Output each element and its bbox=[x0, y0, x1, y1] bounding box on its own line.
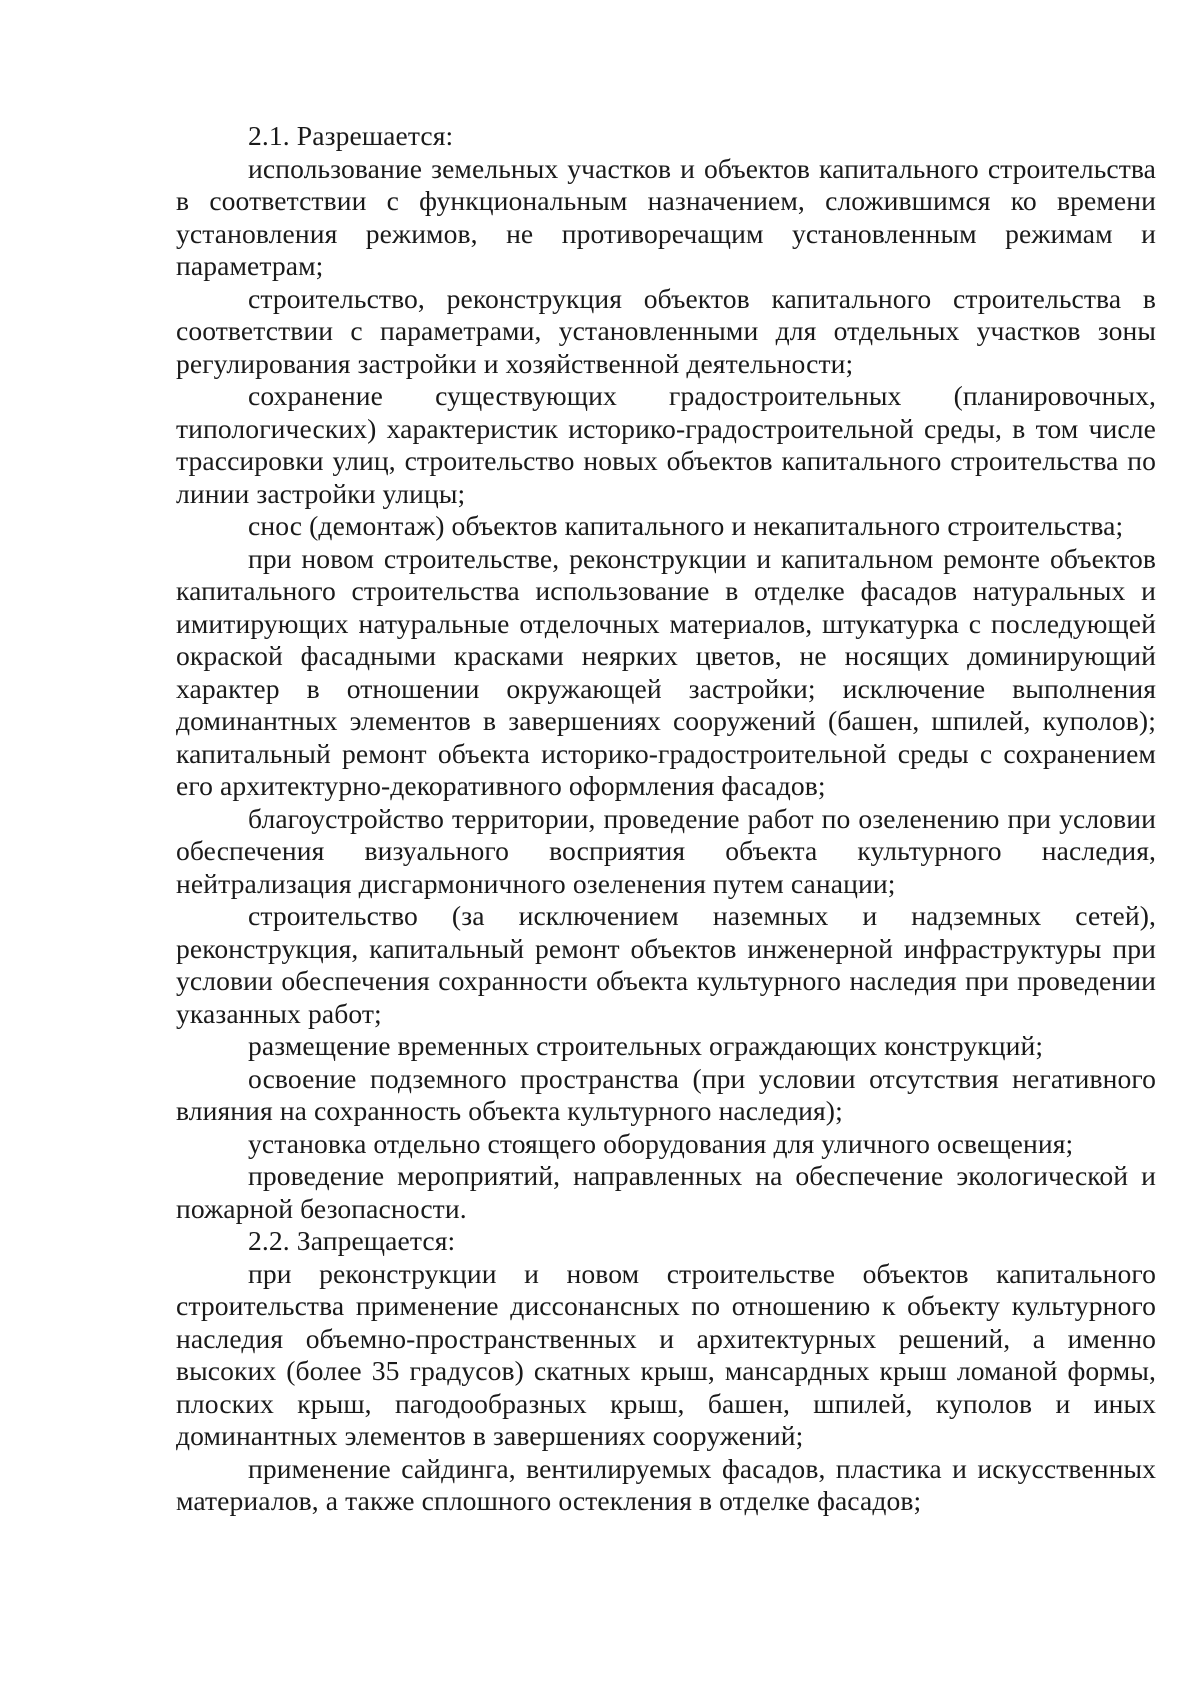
paragraph-underground-space: освоение подземного пространства (при условии отсутствия негативного влияния на сохранность объекта культурного наследия); bbox=[176, 1062, 1156, 1126]
paragraph-demolition: снос (демонтаж) объектов капитального и некапитального строительства; bbox=[248, 510, 1124, 541]
section-heading-2-2: 2.2. Запрещается: bbox=[248, 1225, 456, 1256]
paragraph-temporary-fencing: размещение временных строительных ограждающих конструкций; bbox=[248, 1030, 1044, 1061]
paragraph-street-lighting: установка отдельно стоящего оборудования для уличного освещения; bbox=[248, 1127, 1074, 1159]
paragraph-landscaping: благоустройство территории, проведение работ по озеленению при условии обеспечения визуального восприятия объекта культурного наследия, нейтрализация дисгармоничного озеленения путем санации; bbox=[176, 802, 1156, 899]
paragraph-prohibited-materials: применение сайдинга, вентилируемых фасадов, пластика и искусственных материалов, а также сплошного остекления в отделке фасадов; bbox=[176, 1452, 1156, 1516]
paragraph-land-use: использование земельных участков и объектов капитального строительства в соответствии с функциональным назначением, сложившимся ко времени установления режимов, не противоречащим установленным режимам и параметрам; bbox=[176, 152, 1156, 281]
paragraph-infrastructure: строительство (за исключением наземных и надземных сетей), реконструкция, капитальный ремонт объектов инженерной инфраструктуры при условии обеспечения сохранности объекта культурного наследия при проведении указанных работ; bbox=[176, 900, 1156, 1029]
paragraph-facade-materials: при новом строительстве, реконструкции и капитальном ремонте объектов капитального строительства использование в отделке фасадов натуральных и имитирующих натуральные отделочных материалов, штукатурка с последующей окраской фасадными красками неярких цветов, не носящих доминирующий характер в отношении окружающей застройки; исключение выполнения доминантных элементов в завершениях сооружений (башен, шпилей, куполов); капитальный ремонт объекта историко-градостроительной среды с сохранением его архитектурно-декоративного оформления фасадов; bbox=[176, 542, 1156, 801]
paragraph-preservation: сохранение существующих градостроительных (планировочных, типологических) характеристик историко-градостроительной среды, в том числе трассировки улиц, строительство новых объектов капитального строительства по линии застройки улицы; bbox=[176, 380, 1156, 509]
document-body bbox=[176, 120, 1156, 1518]
paragraph-construction: строительство, реконструкция объектов капитального строительства в соответствии с параметрами, установленными для отдельных участков зоны регулирования застройки и хозяйственной деятельности; bbox=[176, 282, 1156, 379]
paragraph-safety: проведение мероприятий, направленных на обеспечение экологической и пожарной безопасности. bbox=[176, 1160, 1156, 1224]
section-heading-2-1: 2.1. Разрешается: bbox=[248, 120, 454, 151]
paragraph-dissonant-solutions: при реконструкции и новом строительстве объектов капитального строительства применение диссонансных по отношению к объекту культурного наследия объемно-пространственных и архитектурных решений, а именно высоких (более 35 градусов) скатных крыш, мансардных крыш ломаной формы, плоских крыш, пагодообразных крыш, башен, шпилей, куполов и иных доминантных элементов в завершениях сооружений; bbox=[176, 1257, 1156, 1451]
